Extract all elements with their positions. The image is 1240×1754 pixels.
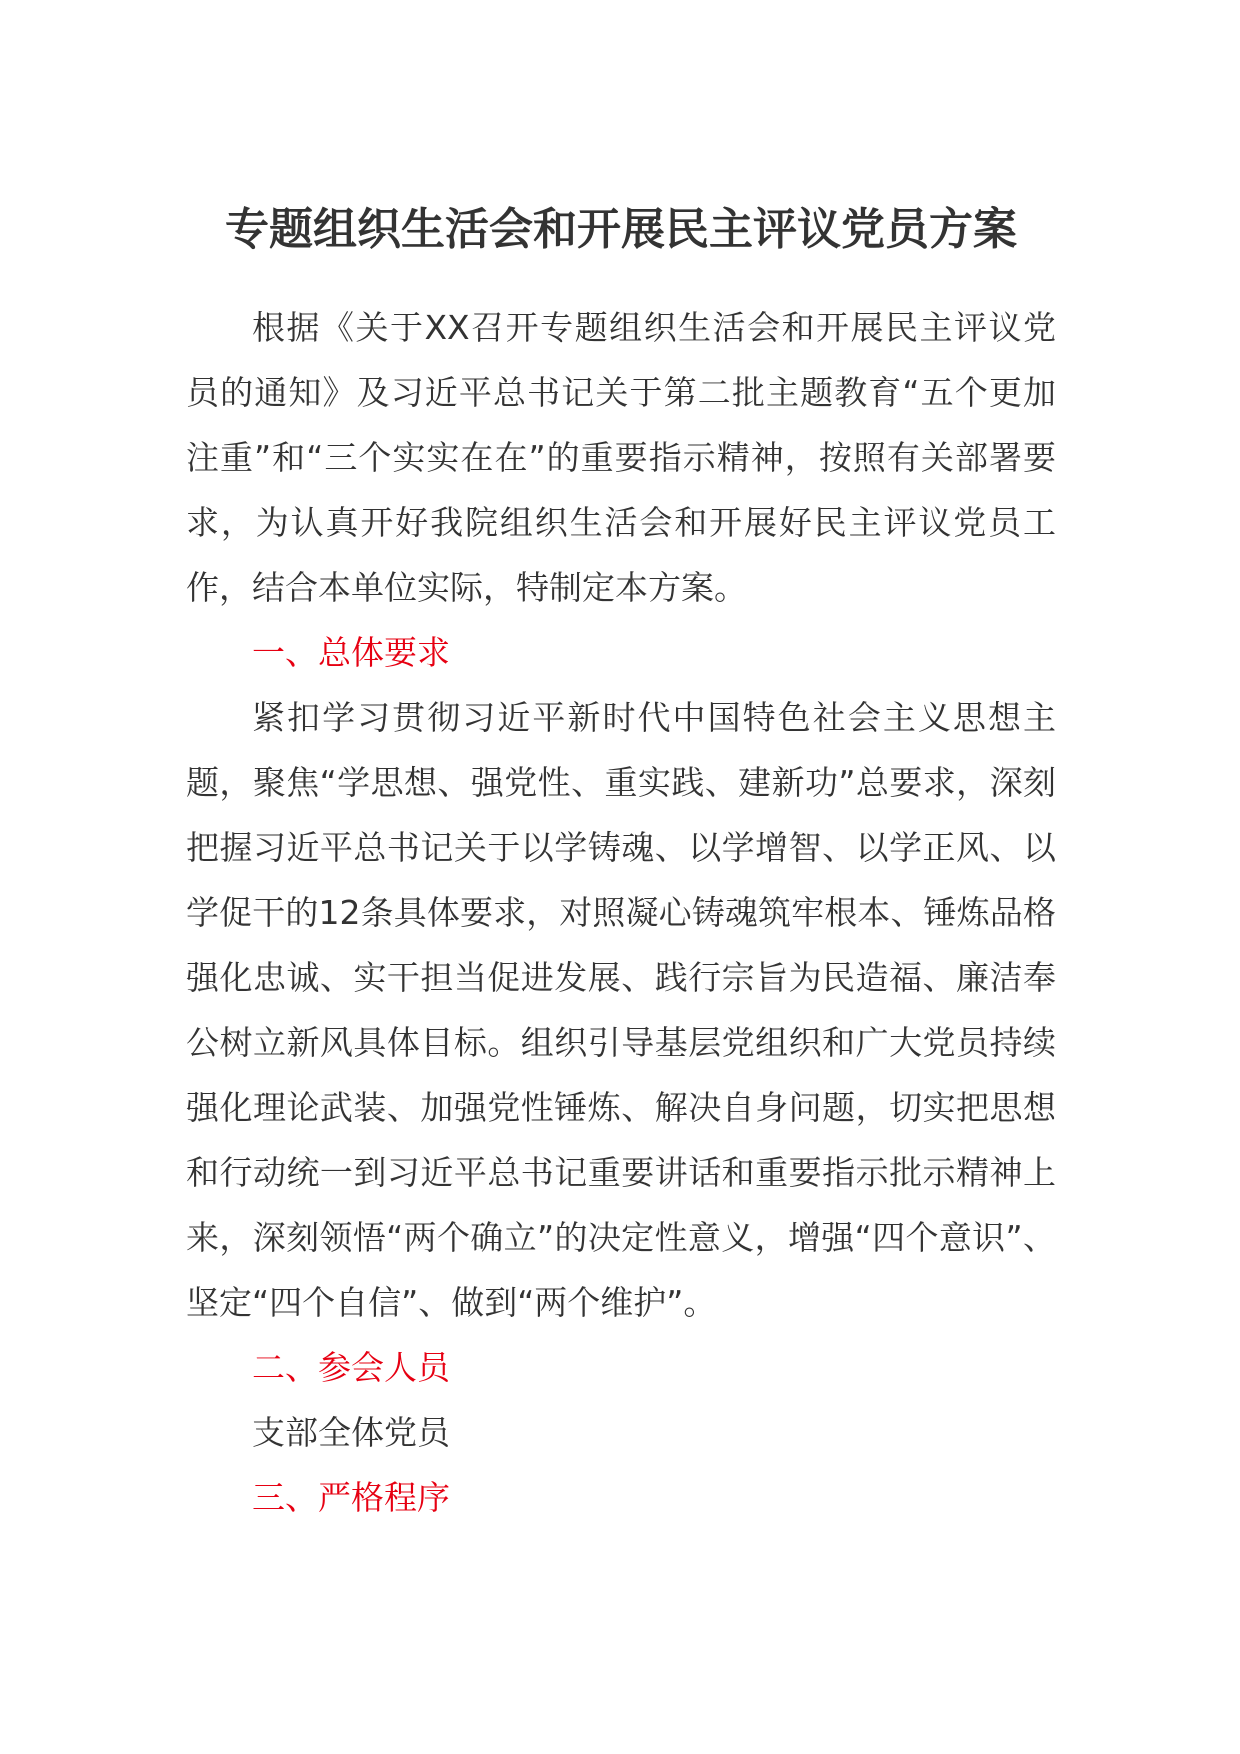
section-heading-attendees: 二、参会人员 — [252, 1348, 450, 1387]
document-title: 专题组织生活会和开展民主评议党员方案 — [225, 204, 1017, 255]
document-body — [186, 295, 1056, 1530]
section-heading-procedure: 三、严格程序 — [252, 1478, 450, 1517]
section-body-attendees: 支部全体党员 — [252, 1413, 450, 1452]
document-page — [186, 0, 1056, 1754]
intro-paragraph: 根据《关于XX召开专题组织生活会和开展民主评议党员的通知》及习近平总书记关于第二批主题教育“五个更加注重”和“三个实实在在”的重要指示精神，按照有关部署要求，为认真开好我院组织生活会和开展好民主评议党员工作，结合本单位实际，特制定本方案。 — [186, 308, 1056, 607]
section-body-general-requirements: 紧扣学习贯彻习近平新时代中国特色社会主义思想主题，聚焦“学思想、强党性、重实践、建新功”总要求，深刻把握习近平总书记关于以学铸魂、以学增智、以学正风、以学促干的12条具体要求，对照凝心铸魂筑牢根本、锤炼品格强化忠诚、实干担当促进发展、践行宗旨为民造福、廉洁奉公树立新风具体目标。组织引导基层党组织和广大党员持续强化理论武装、加强党性锤炼、解决自身问题，切实把思想和行动统一到习近平总书记重要讲话和重要指示批示精神上来，深刻领悟“两个确立”的决定性意义，增强“四个意识”、坚定“四个自信”、做到“两个维护”。 — [186, 698, 1056, 1322]
section-heading-general-requirements: 一、总体要求 — [252, 633, 450, 672]
